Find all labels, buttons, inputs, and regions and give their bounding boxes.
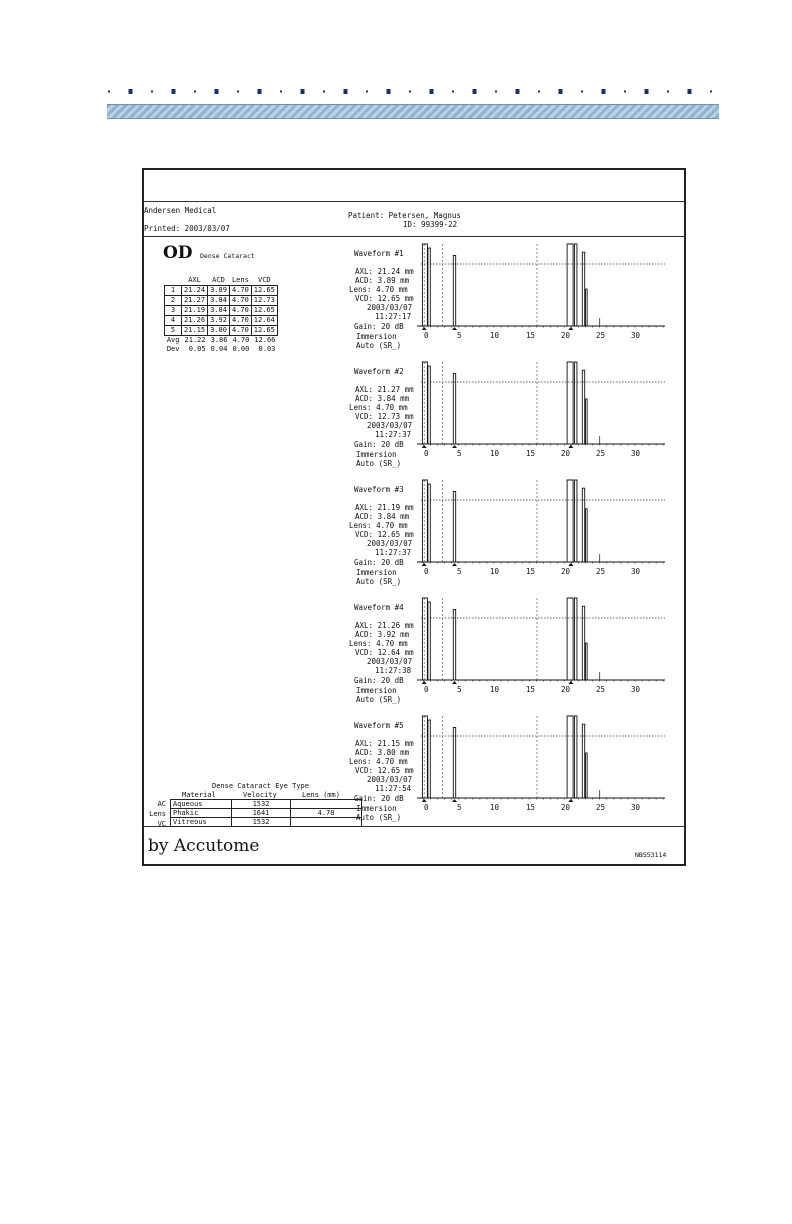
waveform-title: Waveform #4	[354, 603, 404, 612]
echo-spike	[422, 244, 427, 326]
axis-tick-label: 5	[457, 567, 462, 576]
header-dot	[194, 91, 196, 93]
row-index: 2	[165, 296, 182, 306]
table-row	[171, 800, 362, 809]
mode-readout: Immersion	[356, 450, 397, 459]
axis-tick-label: 20	[561, 567, 571, 576]
auto-readout: Auto (SR_)	[356, 341, 402, 350]
eye-label: OD	[163, 243, 193, 263]
echo-spike	[586, 643, 588, 680]
eye-type: Dense Cataract	[200, 252, 255, 260]
axis-tick-label: 5	[457, 803, 462, 812]
caliper-marker	[452, 681, 457, 684]
dev-row	[165, 345, 278, 354]
date-readout: 2003/03/07	[367, 657, 413, 666]
axis-tick-label: 25	[596, 685, 606, 694]
lens-readout: Lens: 4.70 mm	[349, 285, 408, 294]
echo-spike	[586, 289, 588, 326]
axl-readout: AXL: 21.24 mm	[355, 267, 414, 276]
waveform-title: Waveform #2	[354, 367, 404, 376]
axl-readout: AXL: 21.27 mm	[355, 385, 414, 394]
caliper-marker	[422, 799, 427, 802]
col-header-vcd: VCD	[258, 276, 271, 284]
header-band	[107, 104, 719, 119]
header-dot	[258, 89, 262, 94]
header-dot	[495, 91, 497, 93]
axis-tick-label: 15	[526, 331, 536, 340]
axis-tick-label: 10	[490, 803, 500, 812]
col-lens: Lens (mm)	[302, 791, 340, 799]
vcd-cell: 12.65	[251, 326, 277, 336]
axis-tick-label: 20	[561, 449, 571, 458]
col-velocity: Velocity	[243, 791, 277, 799]
vcd-readout: VCD: 12.64 mm	[355, 648, 414, 657]
axl-cell: 21.26	[182, 316, 208, 326]
axis-tick-label: 10	[490, 449, 500, 458]
header-dot	[645, 89, 649, 94]
dev-acd: 0.04	[210, 345, 228, 353]
lens-readout: Lens: 4.70 mm	[349, 403, 408, 412]
caliper-marker	[568, 327, 573, 330]
acd-readout: ACD: 3.89 mm	[355, 276, 410, 285]
waveform-panel-2	[345, 360, 675, 472]
patient-name: Patient: Petersen, Magnus	[348, 211, 461, 220]
mode-readout: Immersion	[356, 332, 397, 341]
date-readout: 2003/03/07	[367, 775, 413, 784]
axis-tick-label: 10	[490, 331, 500, 340]
gain-readout: Gain: 20 dB	[354, 558, 404, 567]
avg-row	[165, 336, 278, 346]
echo-spike	[582, 724, 584, 798]
acd-cell: 3.84	[208, 296, 230, 306]
axis-tick-label: 30	[631, 803, 641, 812]
velocity-cell: 1532	[232, 818, 291, 827]
echo-spike	[428, 366, 430, 444]
gain-readout: Gain: 20 dB	[354, 440, 404, 449]
caliper-marker	[452, 327, 457, 330]
axis-tick-label: 0	[424, 567, 429, 576]
axis-tick-label: 30	[631, 449, 641, 458]
row-index: 4	[165, 316, 182, 326]
clinic-name: Andersen Medical	[144, 206, 217, 215]
seg-label: VC	[157, 820, 166, 828]
waveform-title: Waveform #5	[354, 721, 404, 730]
waveform-panel-4	[345, 596, 675, 708]
time-readout: 11:27:54	[375, 784, 412, 793]
axis-tick-label: 5	[457, 685, 462, 694]
echo-spike	[567, 480, 573, 562]
dev-vcd: 0.03	[258, 345, 276, 353]
axis-tick-label: 10	[490, 685, 500, 694]
axis-tick-label: 25	[596, 803, 606, 812]
table-row	[165, 326, 278, 336]
header-dot-row	[107, 88, 719, 96]
echo-spike	[453, 255, 455, 326]
seg-label: Lens	[149, 810, 166, 818]
row-index: 5	[165, 326, 182, 336]
date-readout: 2003/03/07	[367, 303, 413, 312]
caliper-marker	[452, 563, 457, 566]
acd-cell: 3.80	[208, 326, 230, 336]
dev-label: Dev	[166, 345, 180, 353]
axis-tick-label: 0	[424, 685, 429, 694]
lens-cell: 4.70	[229, 296, 251, 306]
lens-readout: Lens: 4.70 mm	[349, 757, 408, 766]
time-readout: 11:27:17	[375, 312, 412, 321]
measurement-table	[164, 276, 278, 354]
acd-readout: ACD: 3.84 mm	[355, 512, 410, 521]
echo-spike	[575, 716, 577, 798]
header-dot	[366, 91, 368, 93]
auto-readout: Auto (SR_)	[356, 577, 402, 586]
header-dot	[559, 89, 563, 94]
echo-spike	[422, 480, 427, 562]
header-dot	[409, 91, 411, 93]
col-header-axl: AXL	[188, 276, 201, 284]
echo-spike	[567, 362, 573, 444]
lens-cell: 4.70	[229, 326, 251, 336]
axis-tick-label: 10	[490, 567, 500, 576]
axis-tick-label: 30	[631, 685, 641, 694]
echo-spike	[567, 716, 573, 798]
avg-acd: 3.86	[210, 336, 228, 344]
axl-cell: 21.24	[182, 286, 208, 296]
eye-type-title: Dense Cataract Eye Type	[212, 782, 309, 790]
patient-id: ID: 99399-22	[403, 220, 458, 229]
table-row	[171, 818, 362, 827]
axl-cell: 21.15	[182, 326, 208, 336]
axis-tick-label: 25	[596, 331, 606, 340]
waveform-title: Waveform #1	[354, 249, 404, 258]
echo-spike	[582, 488, 584, 562]
material-cell: Aqueous	[171, 800, 232, 809]
col-material: Material	[182, 791, 216, 799]
velocity-cell: 1532	[232, 800, 291, 809]
gain-readout: Gain: 20 dB	[354, 676, 404, 685]
header-dot	[301, 89, 305, 94]
header-dot	[538, 91, 540, 93]
col-header-lens: Lens	[231, 276, 249, 284]
echo-spike	[582, 370, 584, 444]
col-header-acd: ACD	[212, 276, 225, 284]
header-dot	[129, 89, 133, 94]
echo-spike	[428, 248, 430, 326]
echo-spike	[586, 399, 588, 444]
lens-readout: Lens: 4.70 mm	[349, 639, 408, 648]
velocity-table	[170, 799, 362, 827]
echo-spike	[582, 606, 584, 680]
header-dot	[172, 89, 176, 94]
axis-tick-label: 30	[631, 567, 641, 576]
waveform-panel-3	[345, 478, 675, 590]
axis-tick-label: 20	[561, 331, 571, 340]
caliper-marker	[422, 445, 427, 448]
axis-tick-label: 20	[561, 803, 571, 812]
material-cell: Phakic	[171, 809, 232, 818]
caliper-marker	[452, 445, 457, 448]
axis-tick-label: 25	[596, 449, 606, 458]
echo-spike	[453, 727, 455, 798]
vcd-readout: VCD: 12.73 mm	[355, 412, 414, 421]
echo-spike	[428, 720, 430, 798]
acd-readout: ACD: 3.84 mm	[355, 394, 410, 403]
axis-tick-label: 0	[424, 449, 429, 458]
avg-axl: 21.22	[184, 336, 206, 344]
caliper-marker	[422, 681, 427, 684]
echo-spike	[567, 598, 573, 680]
header-dot	[452, 91, 454, 93]
axl-cell: 21.27	[182, 296, 208, 306]
lens-cell: 4.70	[229, 316, 251, 326]
header-dot	[280, 91, 282, 93]
echo-spike	[453, 491, 455, 562]
axl-readout: AXL: 21.19 mm	[355, 503, 414, 512]
echo-spike	[575, 362, 577, 444]
seg-label: AC	[157, 800, 166, 808]
header-dot	[581, 91, 583, 93]
brand-footer: by Accutome	[148, 836, 260, 856]
echo-spike	[586, 509, 588, 562]
caliper-marker	[568, 799, 573, 802]
lens-cell: 4.70	[229, 286, 251, 296]
axl-readout: AXL: 21.15 mm	[355, 739, 414, 748]
vcd-cell: 12.73	[251, 296, 277, 306]
vcd-readout: VCD: 12.65 mm	[355, 294, 414, 303]
echo-spike	[428, 602, 430, 680]
waveform-title: Waveform #3	[354, 485, 404, 494]
axl-cell: 21.19	[182, 306, 208, 316]
header-dot	[473, 89, 477, 94]
table-row	[165, 296, 278, 306]
acd-readout: ACD: 3.80 mm	[355, 748, 410, 757]
acd-cell: 3.84	[208, 306, 230, 316]
echo-spike	[575, 598, 577, 680]
mode-readout: Immersion	[356, 804, 397, 813]
date-readout: 2003/03/07	[367, 421, 413, 430]
auto-readout: Auto (SR_)	[356, 459, 402, 468]
vcd-readout: VCD: 12.65 mm	[355, 766, 414, 775]
time-readout: 11:27:37	[375, 548, 412, 557]
avg-lens: 4.70	[232, 336, 250, 344]
caliper-marker	[568, 681, 573, 684]
echo-spike	[422, 598, 427, 680]
lens-cell: 4.70	[229, 306, 251, 316]
header-dot	[688, 89, 692, 94]
axis-tick-label: 0	[424, 331, 429, 340]
date-readout: 2003/03/07	[367, 539, 413, 548]
header-dot	[602, 89, 606, 94]
acd-cell: 3.89	[208, 286, 230, 296]
axis-tick-label: 25	[596, 567, 606, 576]
gain-readout: Gain: 20 dB	[354, 322, 404, 331]
echo-spike	[575, 244, 577, 326]
header-dot	[430, 89, 434, 94]
table-row	[165, 286, 278, 296]
axis-tick-label: 30	[631, 331, 641, 340]
divider	[143, 236, 685, 237]
caliper-marker	[422, 327, 427, 330]
table-row	[171, 809, 362, 818]
echo-spike	[582, 252, 584, 326]
table-row	[165, 316, 278, 326]
table-header-row	[165, 276, 278, 286]
vcd-cell: 12.64	[251, 316, 277, 326]
header-dot	[624, 91, 626, 93]
header-dot	[516, 89, 520, 94]
axl-readout: AXL: 21.26 mm	[355, 621, 414, 630]
axis-tick-label: 15	[526, 567, 536, 576]
row-index: 1	[165, 286, 182, 296]
auto-readout: Auto (SR_)	[356, 813, 402, 822]
header-dot	[667, 91, 669, 93]
vcd-cell: 12.65	[251, 306, 277, 316]
avg-label: Avg	[166, 336, 180, 344]
echo-spike	[575, 480, 577, 562]
axis-tick-label: 20	[561, 685, 571, 694]
waveform-panel-1	[345, 242, 675, 354]
acd-cell: 3.92	[208, 316, 230, 326]
time-readout: 11:27:37	[375, 430, 412, 439]
vcd-readout: VCD: 12.65 mm	[355, 530, 414, 539]
echo-spike	[428, 484, 430, 562]
form-code: NBS53114	[635, 851, 667, 859]
axis-tick-label: 5	[457, 331, 462, 340]
header-dot	[344, 89, 348, 94]
axis-tick-label: 15	[526, 685, 536, 694]
axis-tick-label: 15	[526, 803, 536, 812]
echo-spike	[453, 373, 455, 444]
printed-date: Printed: 2003/03/07	[144, 224, 230, 233]
caliper-marker	[568, 563, 573, 566]
caliper-marker	[452, 799, 457, 802]
header-dot	[151, 91, 153, 93]
axis-tick-label: 15	[526, 449, 536, 458]
mode-readout: Immersion	[356, 568, 397, 577]
mode-readout: Immersion	[356, 686, 397, 695]
header-dot	[323, 91, 325, 93]
header-dot	[108, 91, 110, 93]
echo-spike	[422, 716, 427, 798]
echo-spike	[586, 753, 588, 798]
row-index: 3	[165, 306, 182, 316]
acd-readout: ACD: 3.92 mm	[355, 630, 410, 639]
dev-axl: 0.05	[188, 345, 206, 353]
divider	[143, 201, 685, 202]
caliper-marker	[568, 445, 573, 448]
echo-spike	[453, 609, 455, 680]
axis-tick-label: 0	[424, 803, 429, 812]
dev-lens: 0.00	[232, 345, 250, 353]
header-dot	[215, 89, 219, 94]
velocity-cell: 1641	[232, 809, 291, 818]
header-dot	[237, 91, 239, 93]
echo-spike	[422, 362, 427, 444]
header-dot	[387, 89, 391, 94]
lens-readout: Lens: 4.70 mm	[349, 521, 408, 530]
vcd-cell: 12.65	[251, 286, 277, 296]
avg-vcd: 12.66	[254, 336, 276, 344]
time-readout: 11:27:38	[375, 666, 412, 675]
gain-readout: Gain: 20 dB	[354, 794, 404, 803]
axis-tick-label: 5	[457, 449, 462, 458]
auto-readout: Auto (SR_)	[356, 695, 402, 704]
table-row	[165, 306, 278, 316]
lens-mm-cell: 4.70	[291, 809, 362, 818]
material-cell: Vitreous	[171, 818, 232, 827]
caliper-marker	[422, 563, 427, 566]
waveform-panel-5	[345, 714, 675, 826]
echo-spike	[567, 244, 573, 326]
header-dot	[710, 91, 712, 93]
